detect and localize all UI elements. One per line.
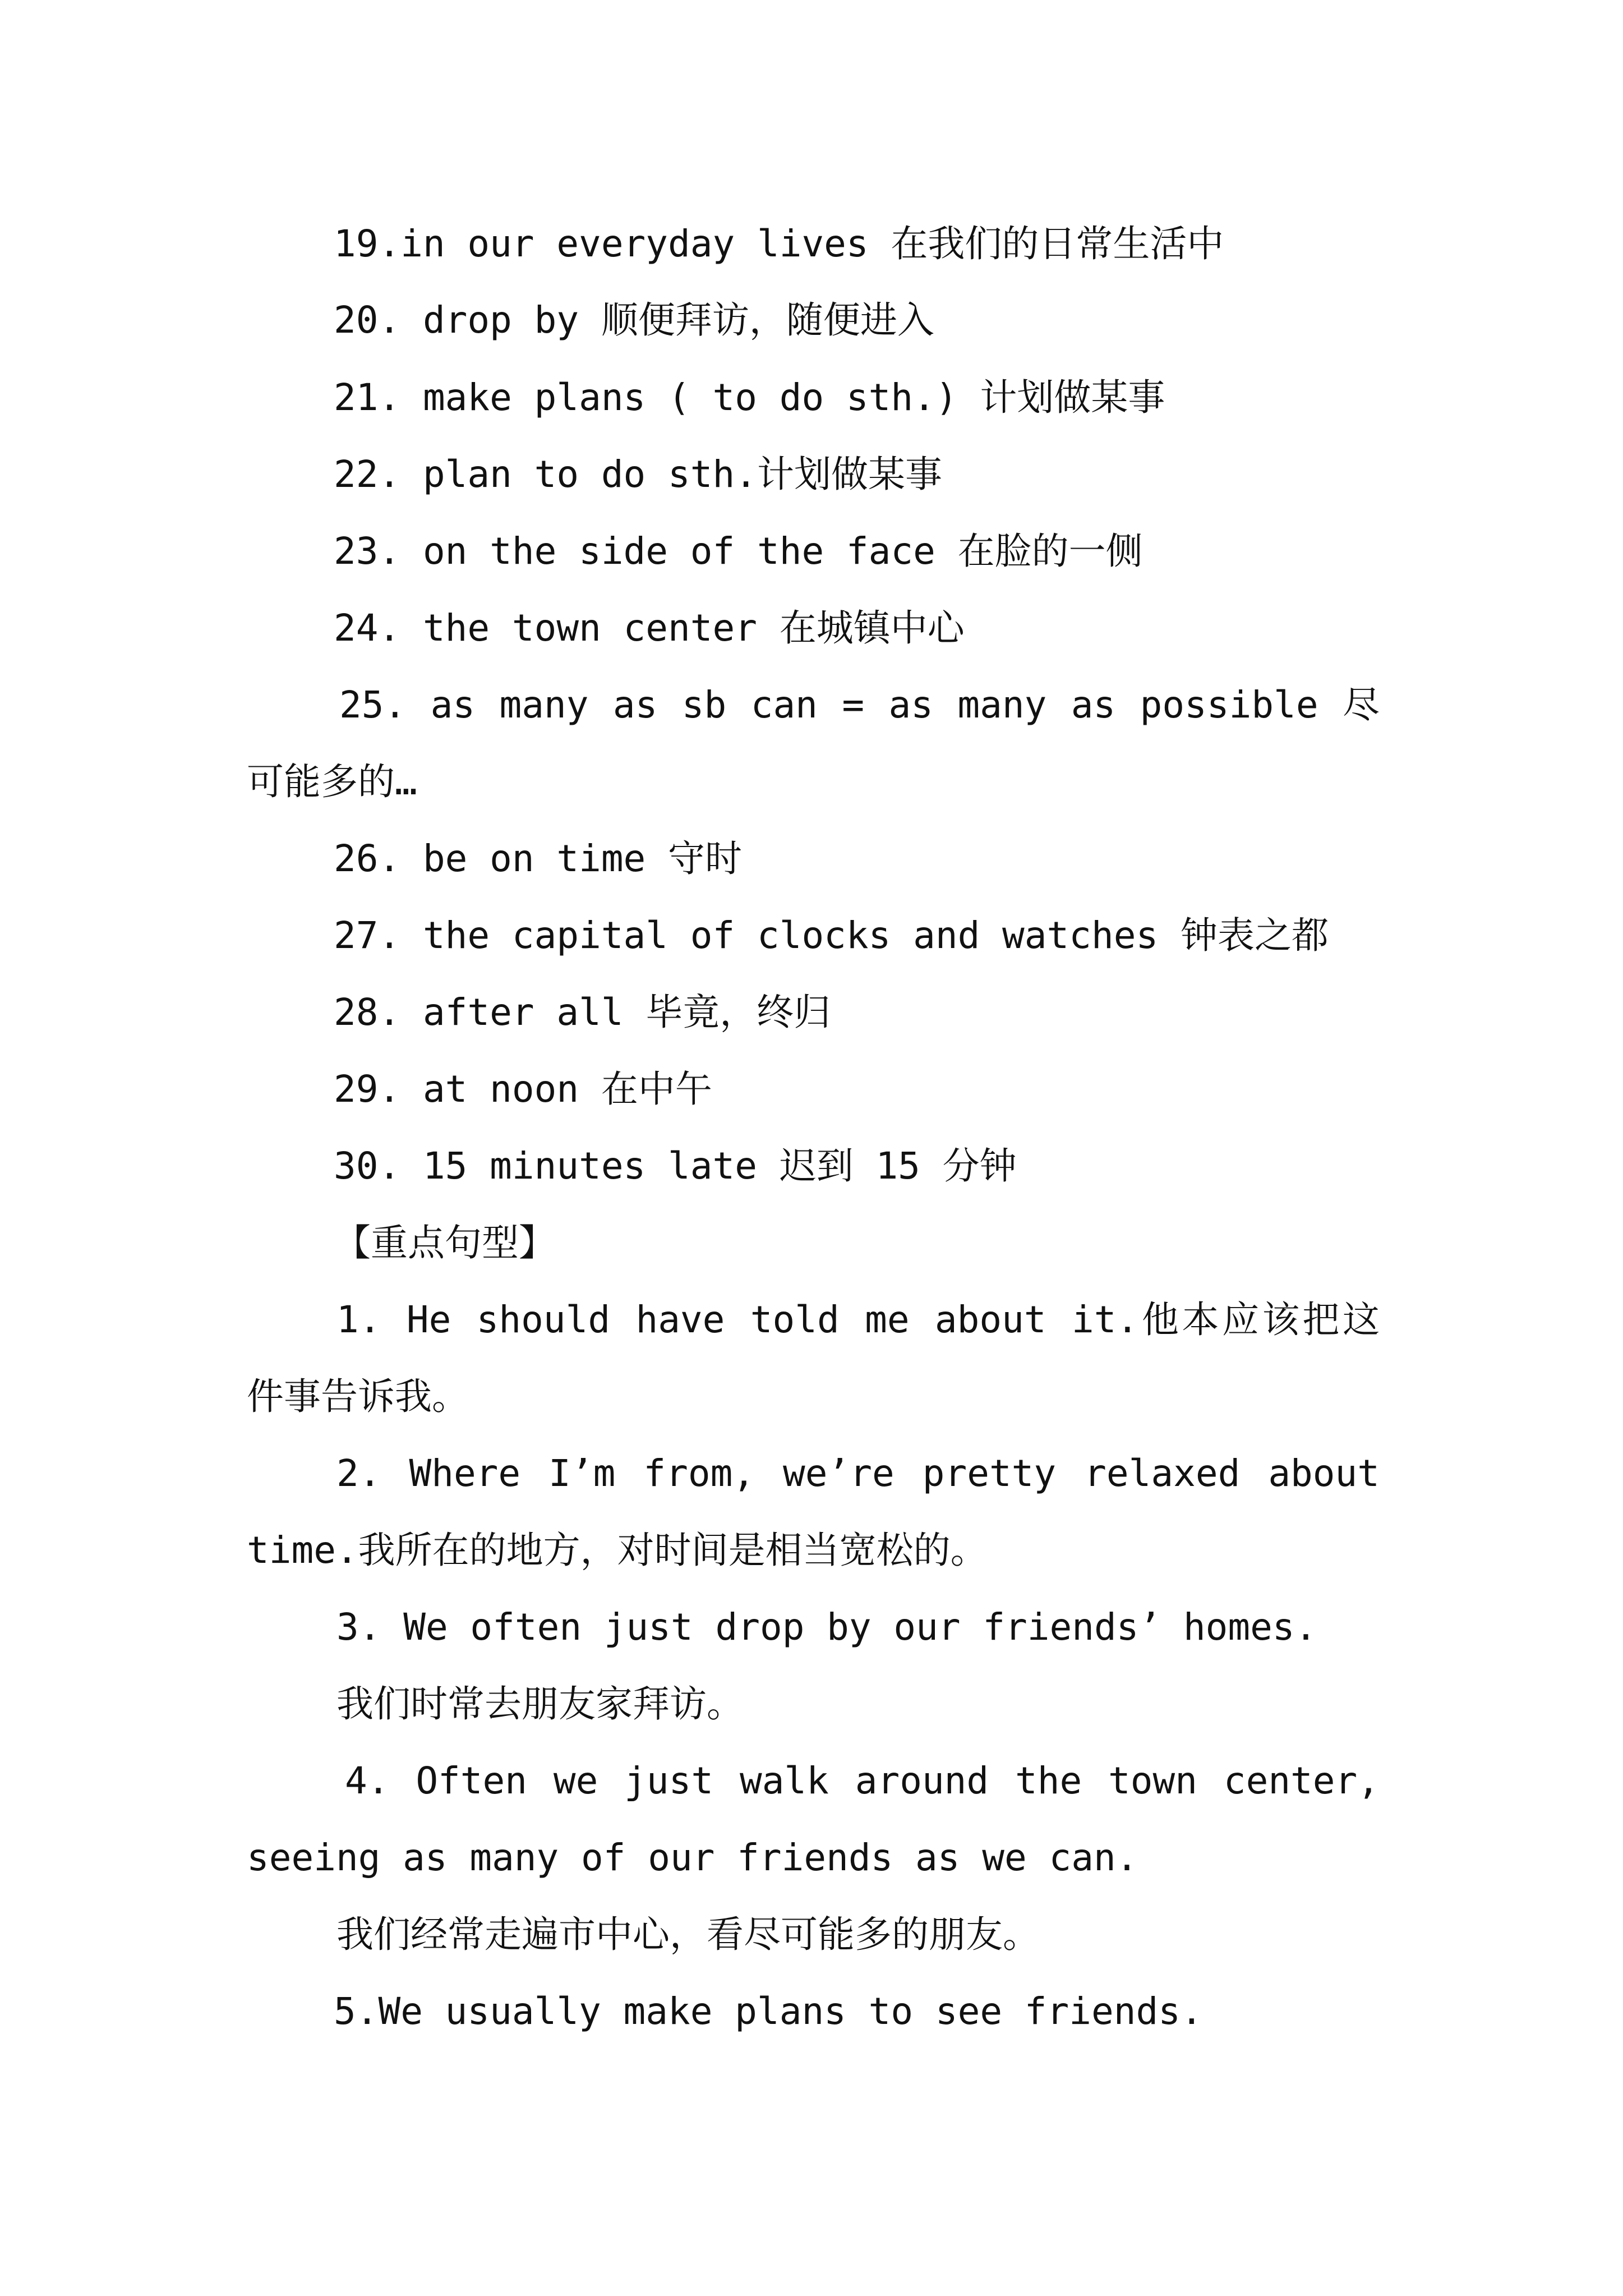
phrase-30: 30. 15 minutes late 迟到 15 分钟 <box>334 1144 1017 1188</box>
phrase-29: 29. at noon 在中午 <box>334 1068 712 1111</box>
phrase-27: 27. the capital of clocks and watches 钟表之都 <box>334 914 1329 957</box>
phrase-22: 22. plan to do sth.计划做某事 <box>334 453 942 496</box>
phrase-21: 21. make plans ( to do sth.) 计划做某事 <box>334 376 1165 419</box>
sentence-3-line1: 3. We often just drop by our friends’ homes. <box>336 1605 1317 1649</box>
sentence-4-line3: 我们经常走遍市中心，看尽可能多的朋友。 <box>336 1913 1040 1956</box>
sentence-3-line2: 我们时常去朋友家拜访。 <box>336 1682 744 1726</box>
phrase-28: 28. after all 毕竟，终归 <box>334 991 831 1034</box>
sentence-2-line2: time.我所在的地方，对时间是相当宽松的。 <box>247 1529 988 1572</box>
sentence-1-line2: 件事告诉我。 <box>247 1375 469 1418</box>
phrase-19: 19.in our everyday lives 在我们的日常生活中 <box>334 222 1224 265</box>
phrase-25-line2: 可能多的… <box>247 760 417 803</box>
sentence-4-line1: 4. Often we just walk around the town center, <box>345 1759 1380 1802</box>
phrase-20: 20. drop by 顺便拜访，随便进入 <box>334 298 934 342</box>
phrase-26: 26. be on time 守时 <box>334 837 743 880</box>
sentence-2-line1: 2. Where I’m from, we’re pretty relaxed about <box>336 1452 1380 1495</box>
sentence-4-line2: seeing as many of our friends as we can. <box>247 1836 1138 1879</box>
phrase-24: 24. the town center 在城镇中心 <box>334 606 965 650</box>
sentence-1-line1: 1. He should have told me about it.他本应该把这 <box>336 1298 1380 1341</box>
phrase-25-line1: 25. as many as sb can = as many as possible 尽 <box>339 683 1380 726</box>
section-heading: 【重点句型】 <box>334 1221 556 1264</box>
sentence-5-line1: 5.We usually make plans to see friends. <box>334 1990 1203 2033</box>
phrase-23: 23. on the side of the face 在脸的一侧 <box>334 530 1143 573</box>
